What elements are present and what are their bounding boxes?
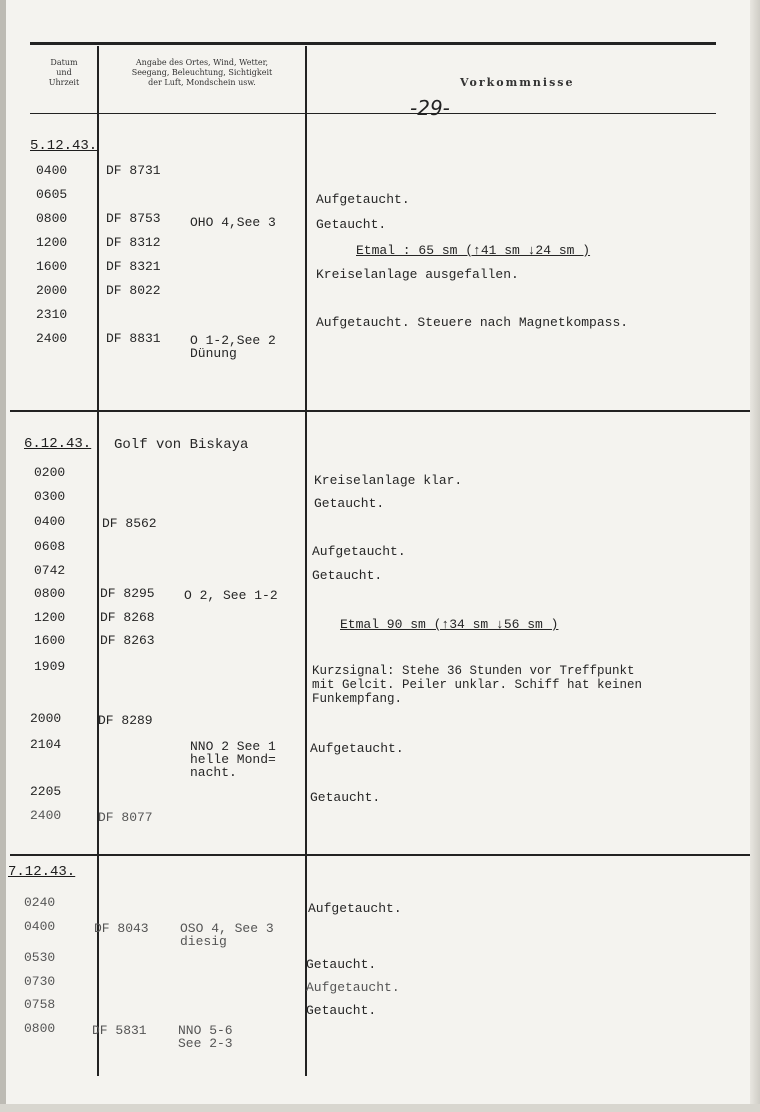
entry-time: 2000 — [30, 711, 62, 726]
entry-weather: nacht. — [190, 765, 237, 780]
entry-time: 1600 — [34, 633, 66, 648]
entry-weather: helle Mond= — [190, 752, 276, 767]
entry-event: Kreiselanlage klar. — [314, 473, 463, 488]
entry-time: 2205 — [30, 784, 62, 799]
entry-time: 0730 — [24, 974, 56, 989]
entry-time: 0605 — [36, 187, 68, 202]
entry-event: Aufgetaucht. Steuere nach Magnetkompass. — [316, 315, 629, 330]
entry-time: 2400 — [30, 808, 62, 823]
entry-event: Aufgetaucht. — [310, 741, 404, 756]
entry-event: Kreiselanlage ausgefallen. — [316, 267, 519, 282]
entry-weather: O 1-2,See 2 — [190, 333, 276, 348]
column-divider-2 — [305, 46, 307, 1076]
header-col-location-line: Seegang, Beleuchtung, Sichtigkeit — [131, 68, 273, 77]
entry-event: Funkempfang. — [312, 692, 403, 706]
page-number: -29- — [410, 96, 450, 120]
entry-time: 0200 — [34, 465, 66, 480]
header-col-date — [34, 58, 94, 88]
entry-time: 0608 — [34, 539, 66, 554]
header-col-location-line: der Luft, Mondschein usw. — [148, 78, 256, 87]
entry-position: DF 8753 — [106, 211, 161, 226]
entry-time: 0800 — [36, 211, 68, 226]
entry-position: DF 8312 — [106, 235, 161, 250]
entry-weather: diesig — [180, 934, 227, 949]
entry-position: DF 5831 — [92, 1023, 147, 1038]
entry-position: DF 8289 — [98, 713, 153, 728]
top-rule — [30, 42, 716, 45]
entry-time: 2310 — [36, 307, 68, 322]
entry-event: Aufgetaucht. — [308, 901, 402, 916]
day-separator-2 — [10, 854, 750, 856]
entry-event: Getaucht. — [310, 790, 381, 805]
entry-event: Aufgetaucht. — [306, 980, 400, 995]
entry-position: DF 8731 — [106, 163, 161, 178]
entry-position: DF 8263 — [100, 633, 155, 648]
entry-event: Kurzsignal: Stehe 36 Stunden vor Treffpunkt — [312, 664, 635, 678]
day-date: 7.12.43. — [8, 864, 76, 880]
entry-time: 0800 — [34, 586, 66, 601]
etmal-entry: Etmal : 65 sm (↑41 sm ↓24 sm ) — [356, 243, 591, 258]
scan-edge-right — [750, 0, 760, 1112]
entry-time: 1200 — [34, 610, 66, 625]
entry-weather: NNO 2 See 1 — [190, 739, 276, 754]
entry-event: Getaucht. — [316, 217, 387, 232]
entry-weather: Dünung — [190, 346, 237, 361]
scan-edge-bottom — [0, 1104, 760, 1112]
entry-event: Getaucht. — [314, 496, 385, 511]
entry-position: DF 8321 — [106, 259, 161, 274]
entry-time: 2000 — [36, 283, 68, 298]
day-separator-1 — [10, 410, 750, 412]
header-col-location — [100, 58, 304, 88]
header-col-date-line: Datum — [50, 58, 78, 67]
entry-time: 0758 — [24, 997, 56, 1012]
entry-event: Getaucht. — [312, 568, 383, 583]
entry-position: DF 8077 — [98, 810, 153, 825]
etmal-entry: Etmal 90 sm (↑34 sm ↓56 sm ) — [340, 617, 559, 632]
entry-event: Aufgetaucht. — [316, 192, 410, 207]
header-col-date-line: Uhrzeit — [48, 78, 80, 87]
entry-position: DF 8831 — [106, 331, 161, 346]
entry-event: mit Gelcit. Peiler unklar. Schiff hat keinen — [312, 678, 643, 692]
entry-weather: See 2-3 — [178, 1036, 233, 1051]
header-col-events: Vorkommnisse — [460, 76, 575, 89]
day-date: 5.12.43. — [30, 138, 98, 154]
entry-position: DF 8562 — [102, 516, 157, 531]
entry-weather: O 2, See 1-2 — [184, 588, 278, 603]
entry-position: DF 8268 — [100, 610, 155, 625]
entry-time: 0400 — [24, 919, 56, 934]
entry-event: Aufgetaucht. — [312, 544, 406, 559]
header-col-date-line: und — [56, 68, 72, 77]
entry-position: DF 8022 — [106, 283, 161, 298]
entry-time: 0742 — [34, 563, 66, 578]
entry-time: 2400 — [36, 331, 68, 346]
entry-time: 0800 — [24, 1021, 56, 1036]
scan-edge-left — [0, 0, 6, 1112]
entry-event: Getaucht. — [306, 1003, 377, 1018]
entry-event: Getaucht. — [306, 957, 377, 972]
header-bottom-rule — [30, 113, 716, 114]
header-col-location-line: Angabe des Ortes, Wind, Wetter, — [135, 58, 269, 67]
entry-time: 2104 — [30, 737, 62, 752]
entry-time: 1200 — [36, 235, 68, 250]
entry-time: 0300 — [34, 489, 66, 504]
entry-time: 0530 — [24, 950, 56, 965]
entry-position: DF 8043 — [94, 921, 149, 936]
entry-time: 0400 — [36, 163, 68, 178]
entry-time: 0400 — [34, 514, 66, 529]
entry-time: 0240 — [24, 895, 56, 910]
entry-time: 1600 — [36, 259, 68, 274]
day-location: Golf von Biskaya — [114, 437, 249, 453]
day-date: 6.12.43. — [24, 436, 92, 452]
entry-time: 1909 — [34, 659, 66, 674]
entry-position: DF 8295 — [100, 586, 155, 601]
entry-weather: OSO 4, See 3 — [180, 921, 274, 936]
entry-weather: NNO 5-6 — [178, 1023, 233, 1038]
entry-weather: OHO 4,See 3 — [190, 215, 276, 230]
